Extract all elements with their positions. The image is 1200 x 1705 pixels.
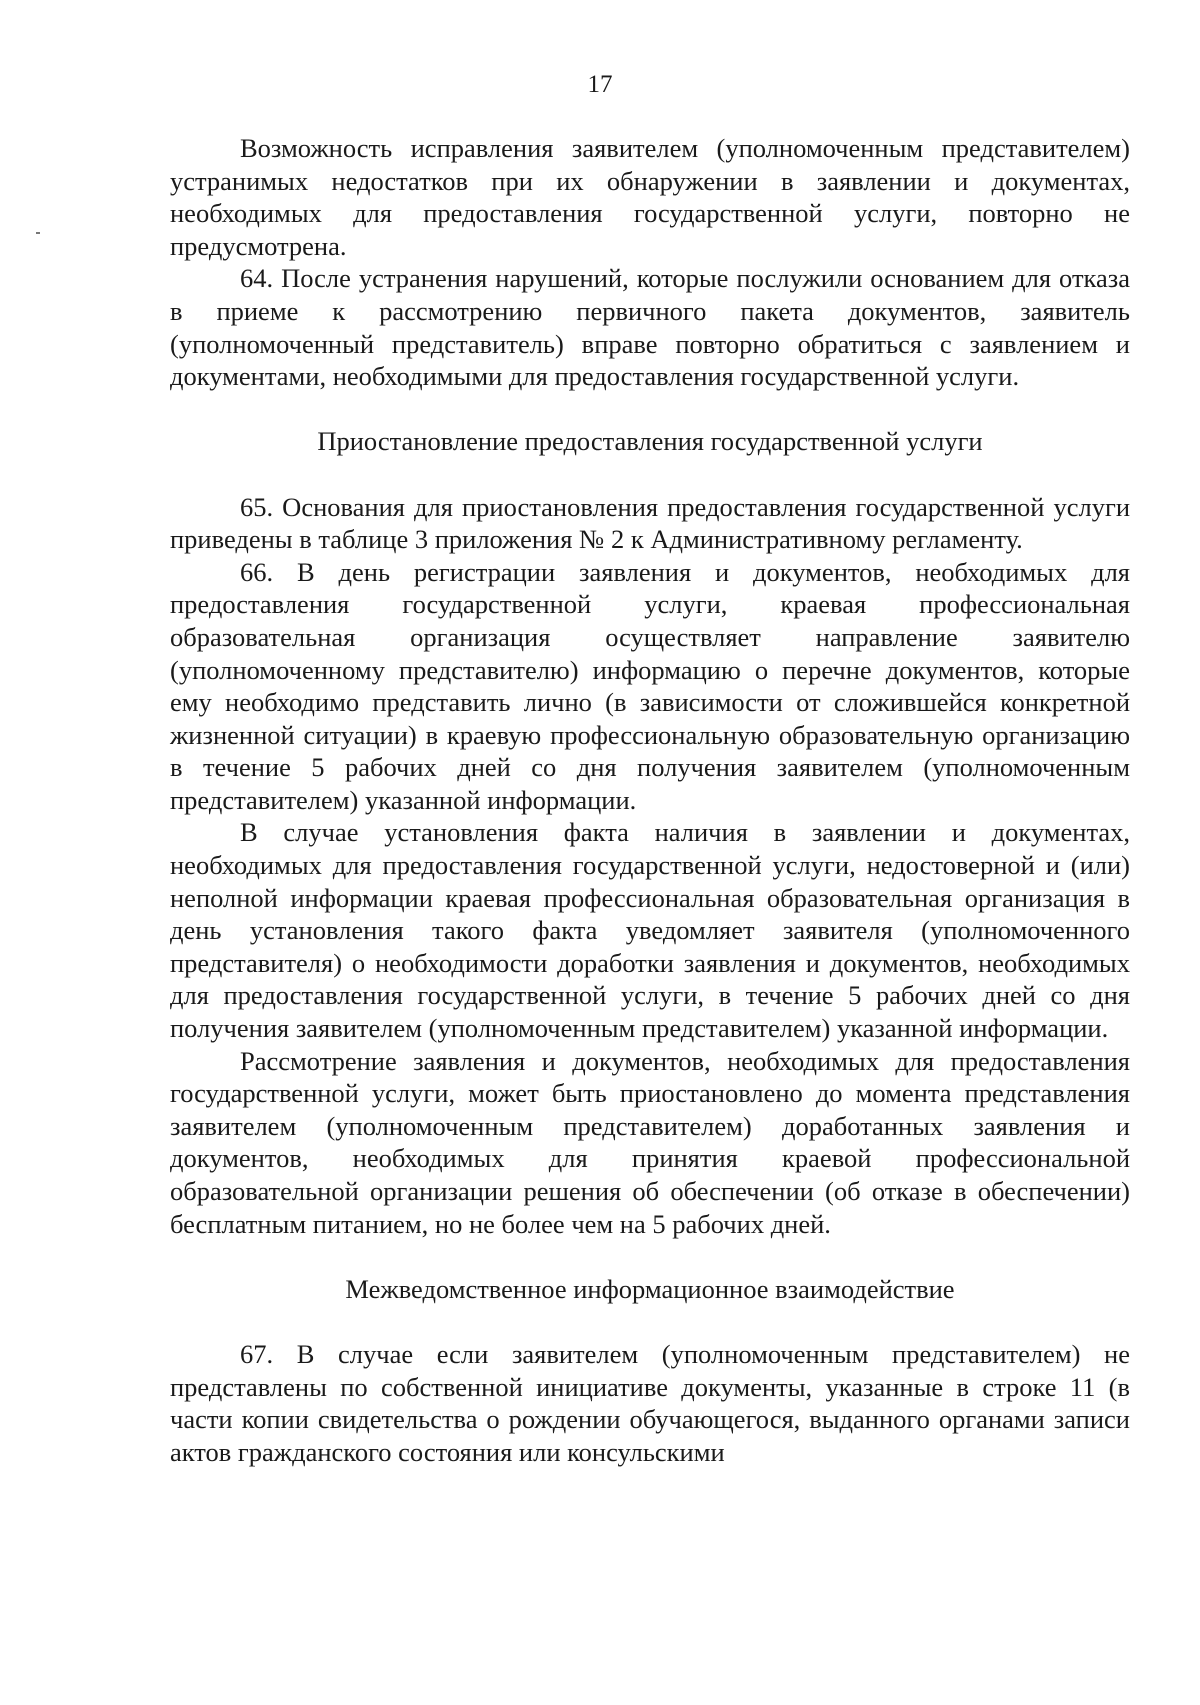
section-heading-suspension: Приостановление предоставления государственной услуги xyxy=(317,426,983,457)
paragraph-review-suspension: Рассмотрение заявления и документов, необходимых для предоставления государственной услуги, может быть приостановлено до момента представления заявителем (уполномоченным представителем) доработанных заявления и документов, необходимых для принятия краевой профессиональной образовательной организации решения об обеспечении (об отказе в обеспечении) бесплатным питанием, но не более чем на 5 рабочих дней. xyxy=(170,1045,1130,1239)
scan-speck xyxy=(36,232,40,234)
section-heading-interagency: Межведомственное информационное взаимодействие xyxy=(345,1273,955,1304)
document-body xyxy=(170,132,1130,1468)
paragraph-65: 65. Основания для приостановления предоставления государственной услуги приведены в таблице 3 приложения № 2 к Административному регламенту. xyxy=(170,491,1130,555)
spacer xyxy=(170,393,1130,426)
page-number: 17 xyxy=(587,71,613,98)
paragraph-66: 66. В день регистрации заявления и документов, необходимых для предоставления государственной услуги, краевая профессиональная образовательная организация осуществляет направление заявителю (уполномоченному представителю) информацию о перечне документов, которые ему необходимо представить лично (в зависимости от сложившейся конкретной жизненной ситуации) в краевую профессиональную образовательную организацию в течение 5 рабочих дней со дня получения заявителем (уполномоченным представителем) указанной информации. xyxy=(170,556,1130,815)
paragraph-unreliable-info: В случае установления факта наличия в заявлении и документах, необходимых для предоставления государственной услуги, недостоверной и (или) неполной информации краевая профессиональная образовательная организация в день установления такого факта уведомляет заявителя (уполномоченного представителя) о необходимости доработки заявления и документов, необходимых для предоставления государственной услуги, в течение 5 рабочих дней со дня получения заявителем (уполномоченным представителем) указанной информации. xyxy=(170,817,1130,1044)
paragraph-67: 67. В случае если заявителем (уполномоченным представителем) не представлены по собственной инициативе документы, указанные в строке 11 (в части копии свидетельства о рождении обучающегося, выданного органами записи актов гражданского состояния или консульскими xyxy=(170,1338,1130,1467)
paragraph-64: 64. После устранения нарушений, которые послужили основанием для отказа в приеме к рассмотрению первичного пакета документов, заявитель (уполномоченный представитель) вправе повторно обратиться с заявлением и документами, необходимыми для предоставления государственной услуги. xyxy=(170,263,1130,392)
spacer xyxy=(170,1305,1130,1338)
spacer xyxy=(170,1240,1130,1273)
spacer xyxy=(170,458,1130,491)
paragraph-correction-not-provided: Возможность исправления заявителем (уполномоченным представителем) устранимых недостатков при их обнаружении в заявлении и документах, необходимых для предоставления государственной услуги, повторно не предусмотрена. xyxy=(170,133,1130,261)
